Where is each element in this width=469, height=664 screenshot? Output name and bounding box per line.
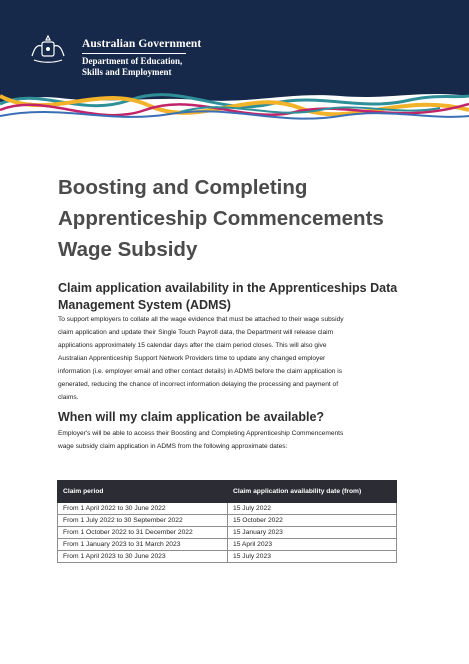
table-row [58, 539, 397, 551]
claim-period-cell: From 1 January 2023 to 31 March 2023 [58, 539, 228, 551]
claim-period-cell: From 1 July 2022 to 30 September 2022 [58, 515, 228, 527]
section-body-availability [58, 427, 343, 453]
table-row [58, 515, 397, 527]
title-line: Wage Subsidy [58, 238, 198, 261]
claim-dates-table [57, 480, 397, 563]
body-line: wage subsidy claim application in ADMS from the following approximate dates: [58, 443, 288, 450]
body-line: claim application and update their Single Touch Payroll data, the Department will release claim [58, 329, 334, 336]
claim-period-cell: From 1 April 2022 to 30 June 2022 [58, 503, 228, 515]
table-row [58, 503, 397, 515]
table-row [58, 527, 397, 539]
coat-of-arms-icon [28, 32, 68, 66]
body-line: To support employers to collate all the wage evidence that must be attached to their wage subsidy [58, 316, 344, 323]
column-header-availability-date: Claim application availability date (from) [228, 481, 397, 503]
body-line: claims. [58, 394, 79, 401]
body-line: Employer's will be able to access their Boosting and Completing Apprenticeship Commencements [58, 430, 344, 437]
body-line: applications approximately 15 calendar days after the claim period closes. This will also give [58, 342, 327, 349]
section-heading-adms [58, 280, 418, 314]
table-row [58, 551, 397, 563]
availability-date-cell: 15 July 2022 [228, 503, 397, 515]
availability-date-cell: 15 April 2023 [228, 539, 397, 551]
availability-date-cell: 15 October 2022 [228, 515, 397, 527]
section-body-adms [58, 313, 344, 404]
table-header-row [58, 481, 397, 503]
claim-period-cell: From 1 October 2022 to 31 December 2022 [58, 527, 228, 539]
column-header-claim-period: Claim period [58, 481, 228, 503]
body-line: generated, reducing the chance of incorrect information delaying the processing and payment of [58, 381, 339, 388]
body-line: information (i.e. employer email and other contact details) in ADMS before the claim application is [58, 368, 343, 375]
availability-date-cell: 15 July 2023 [228, 551, 397, 563]
page-title [58, 172, 418, 265]
title-line: Boosting and Completing [58, 176, 308, 199]
header-banner [0, 0, 469, 130]
government-branding [82, 38, 201, 78]
heading-line: Management System (ADMS) [58, 298, 231, 312]
page-header [0, 0, 469, 130]
title-line: Apprenticeship Commencements [58, 207, 384, 230]
claim-period-cell: From 1 April 2023 to 30 June 2023 [58, 551, 228, 563]
section-heading-availability: When will my claim application be available? [58, 410, 325, 424]
branding-divider [82, 53, 186, 54]
heading-line: Claim application availability in the Apprenticeships Data [58, 281, 398, 295]
department-name: Department of Education, Skills and Employment [82, 56, 183, 77]
body-line: Australian Apprenticeship Support Network Providers time to update any changed employer [58, 355, 326, 362]
availability-date-cell: 15 January 2023 [228, 527, 397, 539]
government-name: Australian Government [82, 38, 202, 50]
